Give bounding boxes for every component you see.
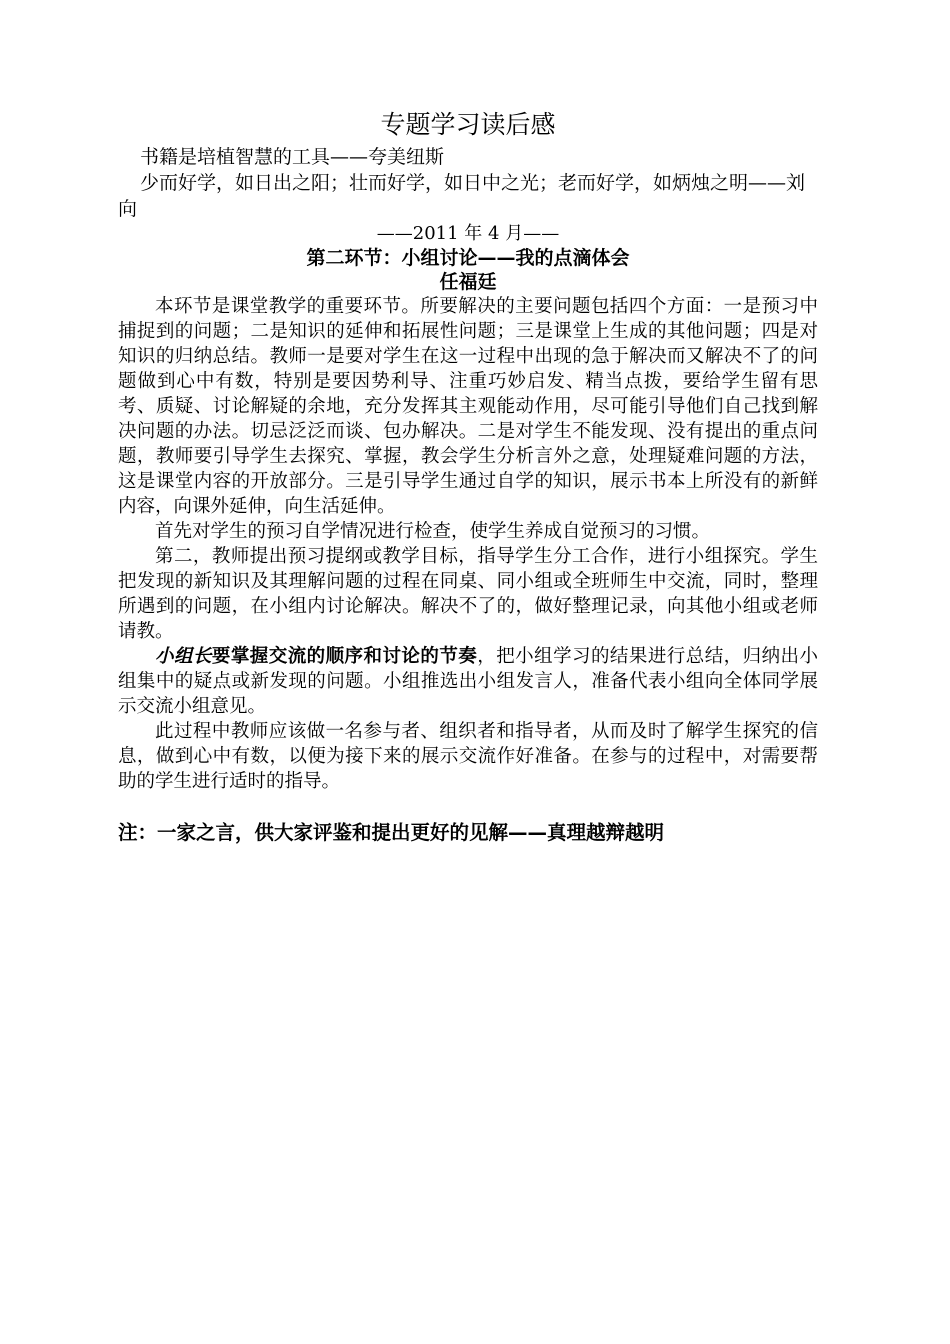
document-date: ——2011 年 4 月—— — [376, 223, 560, 244]
paragraph-group-inquiry: 第二，教师提出预习提纲或教学目标，指导学生分工合作，进行小组探究。学生把发现的新知识及其理解问题的过程在同桌、同小组或全班师生中交流，同时，整理所遇到的问题，在小组内讨论解决。解决不了的，做好整理记录，向其他小组或老师请教。 — [118, 546, 818, 642]
quote-liu-xiang: 少而好学，如日出之阳；壮而好学，如日中之光；老而好学，如炳烛之明——刘向 — [118, 172, 806, 220]
section-heading: 第二环节：小组讨论——我的点滴体会 — [306, 247, 630, 269]
document-body — [118, 106, 818, 846]
closing-note: 注：一家之言，供大家评鉴和提出更好的见解——真理越辩越明 — [118, 821, 665, 844]
document-title: 专题学习读后感 — [380, 110, 556, 139]
paragraph-check-preview: 首先对学生的预习自学情况进行检查，使学生养成自觉预习的习惯。 — [155, 521, 711, 542]
group-leader-rest: ，把小组学习的结果进行总结，归纳出小组集中的疑点或新发现的问题。小组推选出小组发言人，准备代表小组向全体同学展示交流小组意见。 — [118, 646, 818, 717]
paragraph-teacher-role: 此过程中教师应该做一名参与者、组织者和指导者，从而及时了解学生探究的信息，做到心中有数，以便为接下来的展示交流作好准备。在参与的过程中，对需要帮助的学生进行适时的指导。 — [118, 721, 818, 792]
paragraph-group-leader — [118, 644, 818, 719]
group-leader-bold-phrase: 要掌握交流的顺序和讨论的节奏 — [211, 646, 478, 667]
paragraph-intro: 本环节是课堂教学的重要环节。所要解决的主要问题包括四个方面：一是预习中捕捉到的问题；二是知识的延伸和拓展性问题；三是课堂上生成的其他问题；四是对知识的归纳总结。教师一是要对学生在这一过程中出现的急于解决而又解决不了的问题做到心中有数，特别是要因势利导、注重巧妙启发、精当点拨，要给学生留有思考、质疑、讨论解疑的余地，充分发挥其主观能动作用，尽可能引导他们自己找到解决问题的办法。切忌泛泛而谈、包办解决。二是对学生不能发现、没有提出的重点问题，教师要引导学生去探究、掌握，教会学生分析言外之意，处理疑难问题的方法，这是课堂内容的开放部分。三是引导学生通过自学的知识，展示书本上所没有的新鲜内容，向课外延伸，向生活延伸。 — [118, 296, 818, 517]
group-leader-emphasis: 小组长 — [155, 646, 212, 667]
quote-comenius: 书籍是培植智慧的工具——夸美纽斯 — [140, 146, 445, 168]
author-name: 任福廷 — [439, 271, 497, 293]
